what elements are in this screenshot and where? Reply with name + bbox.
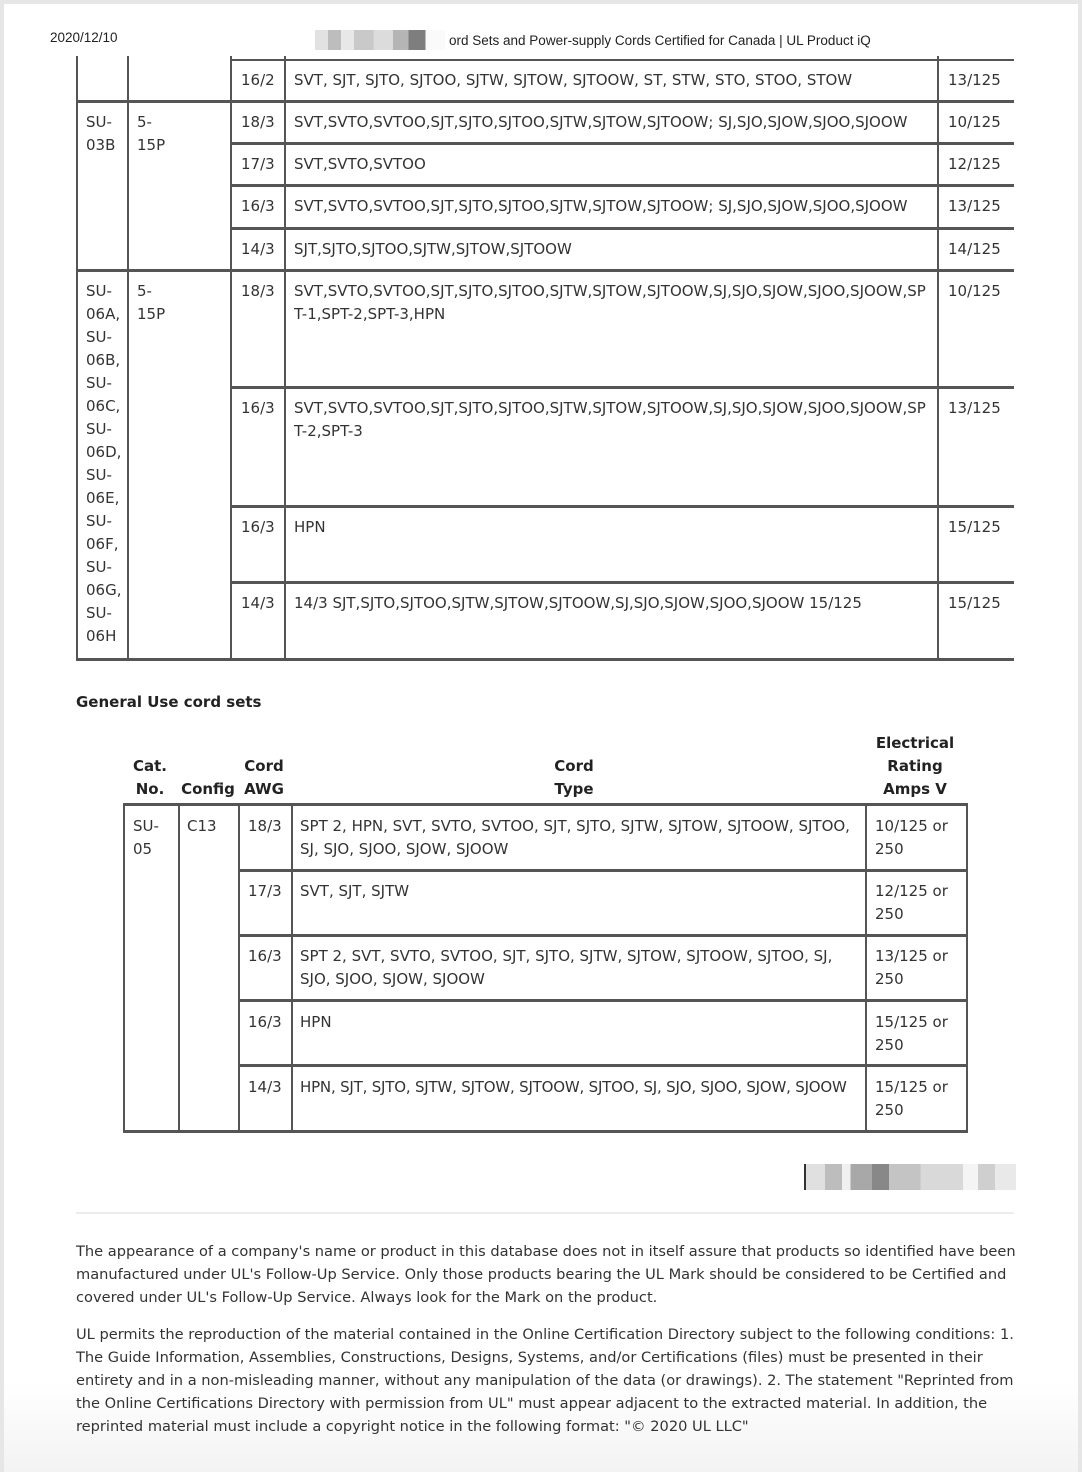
rating-cell: 12/125 or 250 bbox=[875, 882, 948, 923]
table-border bbox=[76, 658, 1014, 661]
table-border bbox=[123, 803, 125, 1133]
rating-cell: 10/125 bbox=[948, 282, 1001, 300]
table-border bbox=[291, 803, 293, 1133]
awg-cell: 18/3 bbox=[248, 817, 282, 835]
type-cell: SVT,SVTO,SVTOO bbox=[294, 155, 426, 173]
header-awg: Cord AWG bbox=[244, 757, 284, 798]
redacted-block bbox=[315, 30, 445, 50]
section-heading: General Use cord sets bbox=[76, 693, 262, 711]
print-date: 2020/12/10 bbox=[50, 30, 118, 45]
type-cell: HPN bbox=[300, 1013, 332, 1031]
table-border bbox=[123, 1130, 968, 1133]
table-border bbox=[230, 184, 1014, 187]
awg-cell: 18/3 bbox=[241, 282, 275, 300]
table-border bbox=[238, 934, 968, 937]
type-cell: HPN, SJT, SJTO, SJTW, SJTOW, SJTOOW, SJTOO, SJ, SJO, SJOO, SJOW, SJOOW bbox=[300, 1078, 847, 1096]
table-border bbox=[127, 56, 129, 660]
config-cell: 5-15P bbox=[137, 282, 166, 323]
rating-cell: 13/125 bbox=[948, 71, 1001, 89]
config-cell: 5-15P bbox=[137, 113, 166, 154]
config-cell: C13 bbox=[187, 817, 217, 835]
document-page bbox=[4, 4, 1078, 1472]
table-border bbox=[284, 56, 286, 660]
cat-no-cell: SU-03B bbox=[86, 113, 116, 154]
header-rating: Electrical Rating Amps V bbox=[875, 734, 955, 798]
header-config: Config bbox=[181, 780, 235, 798]
type-cell: SVT,SVTO,SVTOO,SJT,SJTO,SJTOO,SJTW,SJTOW,SJTOOW; SJ,SJO,SJOW,SJOO,SJOOW bbox=[294, 197, 908, 215]
table-border bbox=[230, 386, 1014, 389]
table-border bbox=[230, 581, 1014, 584]
type-cell: SVT, SJT, SJTW bbox=[300, 882, 410, 900]
rating-cell: 13/125 bbox=[948, 197, 1001, 215]
table-border bbox=[238, 869, 968, 872]
type-cell: SPT 2, HPN, SVT, SVTO, SVTOO, SJT, SJTO, SJTW, SJTOW, SJTOOW, SJTOO, SJ, SJO, SJOO, SJOW, SJOOW bbox=[300, 817, 850, 858]
page-title-text: ord Sets and Power-supply Cords Certified for Canada | UL Product iQ bbox=[449, 32, 871, 48]
table-border bbox=[76, 269, 1014, 272]
redacted-block bbox=[804, 1164, 1016, 1190]
awg-cell: 16/3 bbox=[241, 197, 275, 215]
rating-cell: 14/125 bbox=[948, 240, 1001, 258]
table-border bbox=[937, 56, 939, 660]
table-border bbox=[230, 142, 1014, 145]
table-border bbox=[238, 999, 968, 1002]
table-border bbox=[238, 1064, 968, 1067]
table-border bbox=[966, 803, 968, 1133]
table-border bbox=[230, 505, 1014, 508]
awg-cell: 18/3 bbox=[241, 113, 275, 131]
divider bbox=[76, 1212, 1014, 1214]
awg-cell: 17/3 bbox=[241, 155, 275, 173]
table-border bbox=[238, 803, 240, 1133]
type-cell: SVT,SVTO,SVTOO,SJT,SJTO,SJTOO,SJTW,SJTOW,SJTOOW; SJ,SJO,SJOW,SJOO,SJOOW bbox=[294, 113, 908, 131]
rating-cell: 10/125 bbox=[948, 113, 1001, 131]
type-cell: HPN bbox=[294, 518, 326, 536]
table-border bbox=[230, 59, 1014, 61]
type-cell: SPT 2, SVT, SVTO, SVTOO, SJT, SJTO, SJTW, SJTOW, SJTOOW, SJTOO, SJ, SJO, SJOO, SJOW, SJOOW bbox=[300, 947, 833, 988]
table-border bbox=[230, 227, 1014, 230]
page-title bbox=[315, 30, 871, 50]
type-cell: SVT,SVTO,SVTOO,SJT,SJTO,SJTOO,SJTW,SJTOW,SJTOOW,SJ,SJO,SJOW,SJOO,SJOOW,SPT-2,SPT-3 bbox=[294, 399, 926, 440]
cat-no-cell: SU-06A, SU-06B, SU-06C, SU-06D, SU-06E, SU-06F, SU-06G, SU-06H bbox=[86, 282, 122, 645]
type-cell: SVT, SJT, SJTO, SJTOO, SJTW, SJTOW, SJTOOW, ST, STW, STO, STOO, STOW bbox=[294, 71, 853, 89]
rating-cell: 13/125 or 250 bbox=[875, 947, 948, 988]
rating-cell: 15/125 or 250 bbox=[875, 1078, 948, 1119]
awg-cell: 14/3 bbox=[248, 1078, 282, 1096]
header-type: Cord Type bbox=[554, 757, 594, 798]
cat-no-cell: SU-05 bbox=[133, 817, 159, 858]
disclaimer-text: The appearance of a company's name or product in this database does not in itself assure that products so identified have been manufactured under UL's Follow-Up Service. Only those products bearing the UL Mark should be considered to be Certified and covered under UL's Follow-Up Service. Always look for the Mark on the product. bbox=[76, 1243, 1016, 1306]
type-cell: SJT,SJTO,SJTOO,SJTW,SJTOW,SJTOOW bbox=[294, 240, 572, 258]
awg-cell: 16/3 bbox=[241, 518, 275, 536]
table-border bbox=[178, 803, 180, 1133]
table-border bbox=[230, 56, 232, 660]
header-cat-no: Cat. No. bbox=[133, 757, 167, 798]
rating-cell: 10/125 or 250 bbox=[875, 817, 948, 858]
awg-cell: 16/3 bbox=[241, 399, 275, 417]
awg-cell: 16/3 bbox=[248, 1013, 282, 1031]
type-cell: 14/3 SJT,SJTO,SJTOO,SJTW,SJTOW,SJTOOW,SJ,SJO,SJOW,SJOO,SJOOW 15/125 bbox=[294, 594, 862, 612]
table-border bbox=[76, 56, 78, 660]
awg-cell: 17/3 bbox=[248, 882, 282, 900]
rating-cell: 12/125 bbox=[948, 155, 1001, 173]
table-border bbox=[123, 803, 968, 806]
rating-cell: 13/125 bbox=[948, 399, 1001, 417]
type-cell: SVT,SVTO,SVTOO,SJT,SJTO,SJTOO,SJTW,SJTOW,SJTOOW,SJ,SJO,SJOW,SJOO,SJOOW,SPT-1,SPT-2,SPT-3,HPN bbox=[294, 282, 926, 323]
rating-cell: 15/125 bbox=[948, 594, 1001, 612]
awg-cell: 16/2 bbox=[241, 71, 275, 89]
rating-cell: 15/125 bbox=[948, 518, 1001, 536]
awg-cell: 16/3 bbox=[248, 947, 282, 965]
awg-cell: 14/3 bbox=[241, 594, 275, 612]
awg-cell: 14/3 bbox=[241, 240, 275, 258]
rating-cell: 15/125 or 250 bbox=[875, 1013, 948, 1054]
table-border bbox=[76, 100, 1014, 103]
reproduction-notice: UL permits the reproduction of the material contained in the Online Certification Directory subject to the following conditions: 1. The Guide Information, Assemblies, Constructions, Designs, Systems, and/or Certifications (files) must be presented in their entirety and in a non-misleading manner, without any manipulation of the data (or drawings). 2. The statement "Reprinted from the Online Certifications Directory with permission from UL" must appear adjacent to the extracted material. In addition, the reprinted material must include a copyright notice in the following format: "© 2020 UL LLC" bbox=[76, 1326, 1014, 1435]
